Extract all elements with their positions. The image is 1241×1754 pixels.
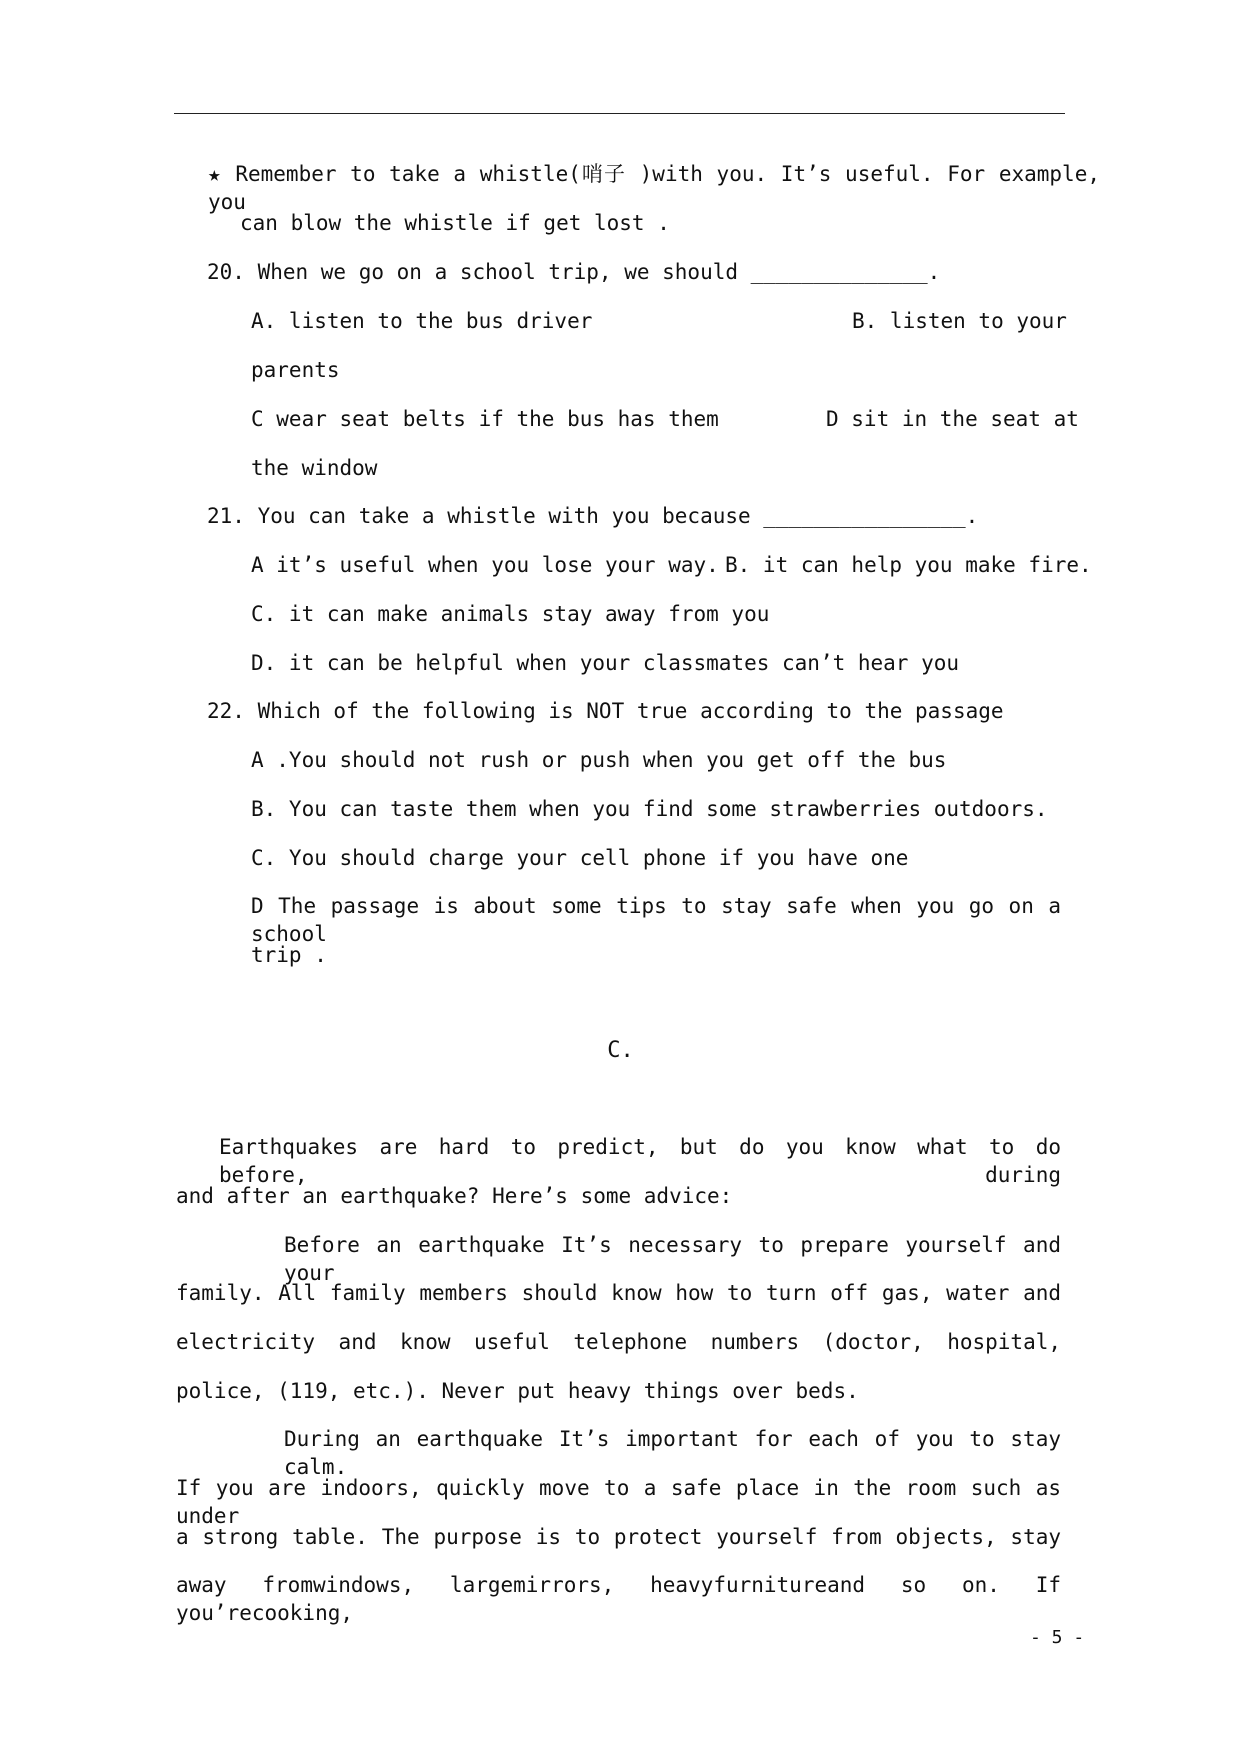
question-20-option-b: B. listen to your	[852, 309, 1067, 333]
question-21-stem: 21. You can take a whistle with you because ________________.	[207, 504, 979, 528]
question-20-option-c: C wear seat belts if the bus has them	[251, 407, 719, 431]
page-number: - 5 -	[1030, 1627, 1085, 1648]
passage-line-3: Before an earthquake It’s necessary to prepare yourself and your	[284, 1233, 1061, 1285]
tip-line-1: ★ Remember to take a whistle(哨子 )with you. It’s useful. For example, you	[208, 162, 1100, 214]
tip-line-2: can blow the whistle if get lost .	[240, 211, 670, 235]
passage-line-1: Earthquakes are hard to predict, but do you know what to do before, during	[219, 1135, 1061, 1187]
question-22-option-d: D The passage is about some tips to stay safe when you go on a school	[251, 894, 1061, 946]
question-21-option-a: A it’s useful when you lose your way.	[251, 553, 719, 577]
section-title: C.	[607, 1038, 634, 1063]
passage-line-7: During an earthquake It’s important for each of you to stay calm.	[284, 1427, 1061, 1479]
question-21-option-b: B. it can help you make fire.	[725, 553, 1092, 577]
question-20-option-a: A. listen to the bus driver	[251, 309, 593, 333]
question-22-option-d-cont: trip .	[251, 943, 327, 967]
passage-line-6: police, (119, etc.). Never put heavy things over beds.	[176, 1379, 859, 1403]
question-22-stem: 22. Which of the following is NOT true according to the passage	[207, 699, 1004, 723]
question-21-option-c: C. it can make animals stay away from you	[251, 602, 770, 626]
question-20-stem: 20. When we go on a school trip, we should ______________.	[207, 260, 941, 284]
passage-line-4: family. All family members should know how to turn off gas, water and	[176, 1281, 1061, 1305]
passage-line-9: a strong table. The purpose is to protect yourself from objects, stay	[176, 1525, 1061, 1549]
question-21-option-d: D. it can be helpful when your classmates can’t hear you	[251, 651, 960, 675]
passage-line-10: away fromwindows, largemirrors, heavyfurnitureand so on. If you’recooking,	[176, 1573, 1061, 1625]
passage-line-2: and after an earthquake? Here’s some advice:	[176, 1184, 733, 1208]
question-22-option-b: B. You can taste them when you find some strawberries outdoors.	[251, 797, 1048, 821]
header-rule	[174, 113, 1065, 114]
question-22-option-a: A .You should not rush or push when you get off the bus	[251, 748, 947, 772]
question-20-option-d: D sit in the seat at	[826, 407, 1079, 431]
passage-line-8: If you are indoors, quickly move to a safe place in the room such as under	[176, 1476, 1061, 1528]
question-20-option-b-cont: parents	[251, 358, 340, 382]
question-22-option-c: C. You should charge your cell phone if you have one	[251, 846, 909, 870]
passage-line-5: electricity and know useful telephone numbers (doctor, hospital,	[176, 1330, 1061, 1354]
question-20-option-d-cont: the window	[251, 456, 378, 480]
